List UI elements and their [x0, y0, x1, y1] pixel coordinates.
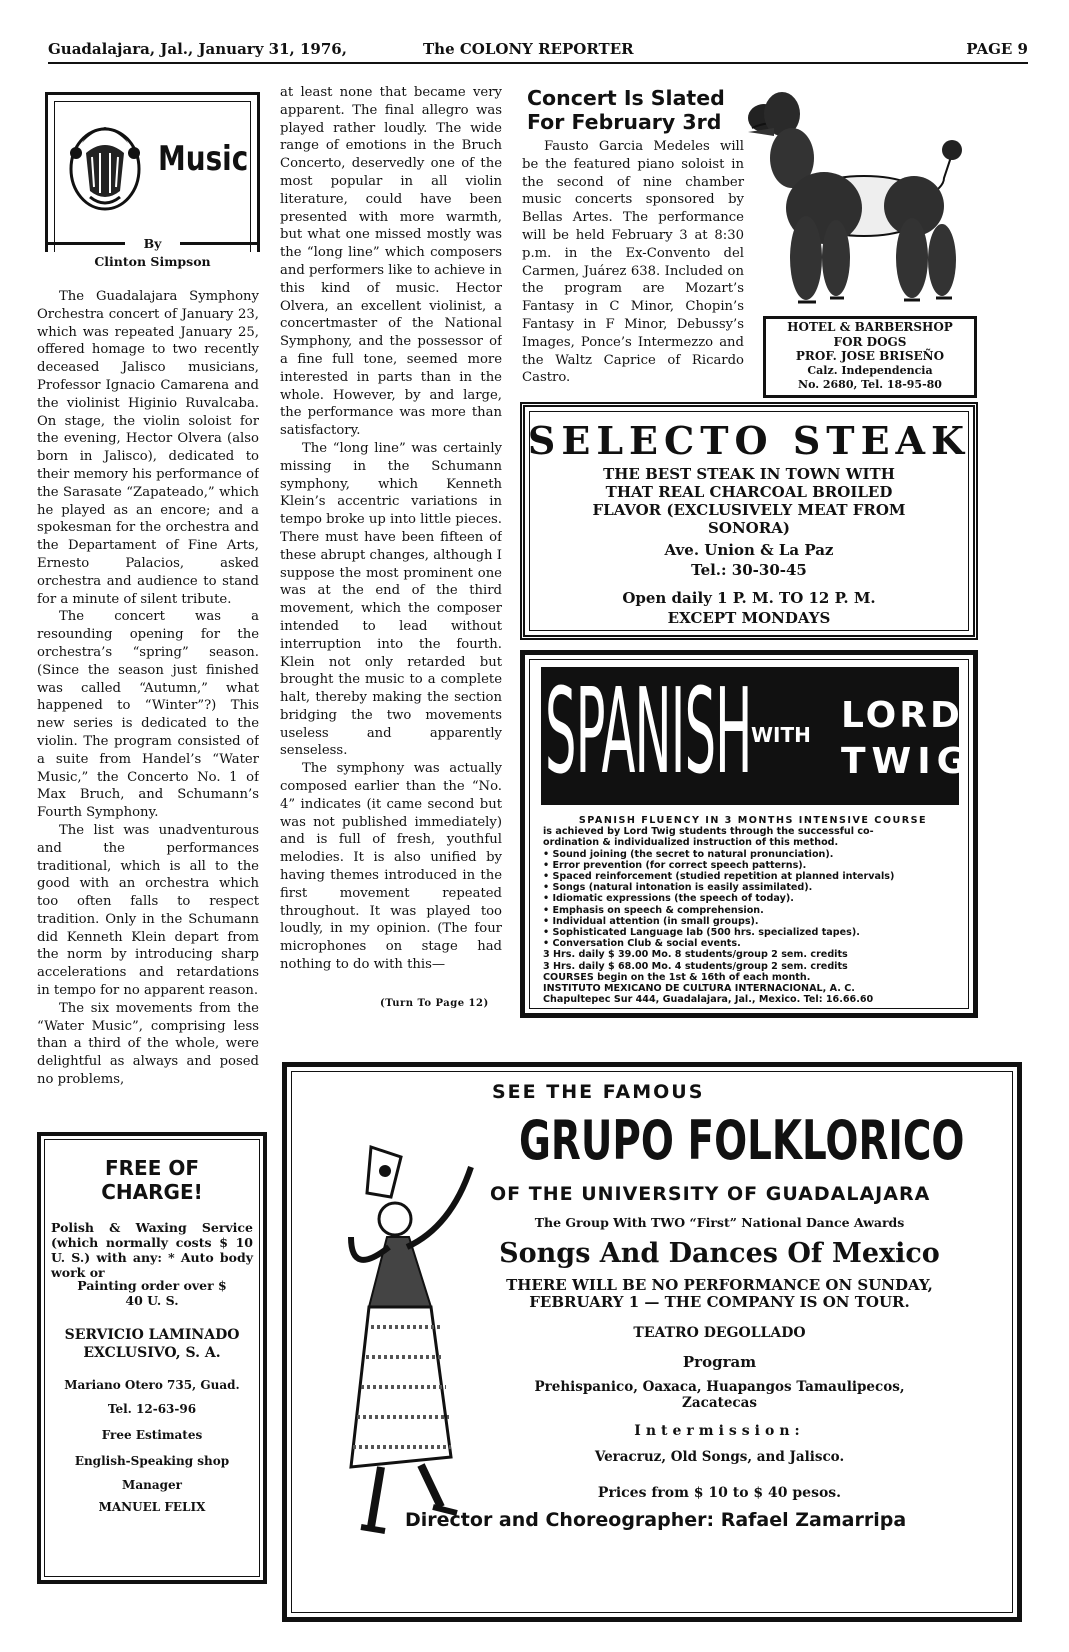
- free-shop: English-Speaking shop: [74, 1454, 230, 1468]
- folk-items-2: Veracruz, Old Songs, and Jalisco.: [594, 1449, 845, 1465]
- course-line: • Idiomatic expressions (the speech of today).: [543, 893, 794, 905]
- folk-university: OF THE UNIVERSITY OF GUADALAJARA: [490, 1183, 931, 1205]
- byline-by: By: [143, 236, 162, 251]
- spanish-course-details: [543, 815, 963, 1005]
- folk-awards: The Group With TWO “First” National Dance Awards: [534, 1215, 905, 1230]
- free-title-1: FREE OF: [104, 1156, 199, 1180]
- hotel-line-4: Calz. Independencia: [807, 363, 933, 377]
- folk-director: Director and Choreographer: Rafael Zamarripa: [405, 1509, 907, 1531]
- paragraph: The concert was a resounding opening for the orchestra’s “spring” season. (Since the season just finished was called “Autumn,” what happened to “Winter”?) This new series is dedicated to the violin. The program consisted of a suite from Handel’s “Water Music,” the Concerto No. 1 of Max Bruch, and Schumann’s Fourth Symphony.: [37, 609, 259, 821]
- course-line: • Sophisticated Language lab (500 hrs. specialized tapes).: [543, 927, 860, 939]
- masthead-date: Guadalajara, Jal., January 31, 1976,: [48, 40, 347, 58]
- hotel-barbershop-ad: [763, 316, 977, 398]
- music-column-2: [280, 84, 502, 974]
- byline-rule-right: [180, 242, 260, 245]
- course-line: • Songs (natural intonation is easily assimilated).: [543, 882, 813, 894]
- course-line: INSTITUTO MEXICANO DE CULTURA INTERNACIONAL, A. C.: [543, 983, 855, 995]
- concert-body: Fausto Garcia Medeles will be the featured piano soloist in the second of nine chamber music concerts sponsored by Bellas Artes. The performance will be held February 3 at 8:30 p.m. in the Ex-Convento del Carmen, Juárez 638. Included on the program are Mozart’s Fantasy in C Minor, Chopin’s Fantasy in F Minor, Debussy’s Images, Ponce’s Intermezzo and the Waltz Caprice of Ricardo Castro.: [522, 139, 744, 386]
- music-column-1: [37, 288, 259, 1100]
- paragraph: The list was unadventurous and the performances traditional, which is all to the good with an orchestra which too often falls to respect tradition. Only in the Schumann did Kenneth Klein depart from the norm by introducing sharp accelerations and retardations in tempo for no apparent reason.: [37, 822, 259, 999]
- hotel-line-2: FOR DOGS: [833, 334, 907, 349]
- folk-dancer-illustration: [311, 1127, 511, 1547]
- folk-venue: TEATRO DEGOLLADO: [633, 1325, 806, 1341]
- free-tel: Tel. 12-63-96: [107, 1402, 197, 1416]
- lyre-mask-icon: [62, 113, 148, 217]
- hotel-line-1: HOTEL & BARBERSHOP: [787, 320, 953, 334]
- selecto-steak-ad: [520, 402, 978, 640]
- free-estimates: Free Estimates: [101, 1428, 203, 1442]
- spanish-word: SPANISH: [545, 662, 752, 800]
- spanish-lord: LORD: [841, 695, 963, 736]
- course-line: • Error prevention (for correct speech patterns).: [543, 859, 807, 871]
- free-manager: MANUEL FELIX: [98, 1500, 206, 1514]
- steak-address: Ave. Union & La Paz: [664, 541, 834, 559]
- spanish-twig: TWIG: [841, 741, 973, 782]
- folk-songs: Songs And Dances Of Mexico: [499, 1238, 940, 1269]
- folk-prices: Prices from $ 10 to $ 40 pesos.: [597, 1485, 842, 1501]
- paragraph: The symphony was actually composed earlier than the “No. 4” indicates (it came second but was not published immediately) and is full of fresh, youthful melodies. It is also unified by having themes introduced in the first movement repeated throughout. It was played too loudly, in my opinion. (The four microphones on stage had nothing to do with this—: [280, 761, 502, 973]
- hotel-line-3: PROF. JOSE BRISEÑO: [795, 349, 945, 363]
- concert-headline: Concert Is Slated For February 3rd: [527, 86, 725, 134]
- folk-program: Program: [682, 1353, 757, 1371]
- paragraph: The “long line” was certainly missing in the Schumann symphony, which Kenneth Klein’s accentric variations in tempo broke up into little pieces. There must have been fifteen of these abrupt changes, although I suppose the most prominent one was at the end of the third movement, which the composer intended to lead without interruption into the fourth. Klein not only retarded but brought the music to a complete halt, thereby making the section bridging the two movements useless and apparently senseless.: [280, 440, 502, 759]
- course-line: • Spaced reinforcement (studied repetition at planned intervals): [543, 871, 895, 883]
- music-heading: Music: [158, 139, 249, 179]
- hotel-line-5: No. 2680, Tel. 18-95-80: [798, 378, 942, 391]
- free-title-2: CHARGE!: [101, 1180, 203, 1204]
- folk-see: SEE THE FAMOUS: [492, 1081, 705, 1103]
- free-address: Mariano Otero 735, Guad.: [64, 1378, 240, 1392]
- steak-tagline: THE BEST STEAK IN TOWN WITH THAT REAL CHARCOAL BROILED FLAVOR (EXCLUSIVELY MEAT FROM SONORA): [592, 465, 906, 537]
- folk-notice: THERE WILL BE NO PERFORMANCE ON SUNDAY, FEBRUARY 1 — THE COMPANY IS ON TOUR.: [506, 1276, 933, 1311]
- steak-tel: Tel.: 30-30-45: [691, 561, 807, 579]
- folk-title: GRUPO FOLKLORICO: [519, 1109, 965, 1172]
- steak-hours: Open daily 1 P. M. TO 12 P. M.: [622, 589, 876, 607]
- free-manager-label: Manager: [122, 1478, 182, 1492]
- course-title: SPANISH FLUENCY IN 3 MONTHS INTENSIVE COURSE: [578, 815, 928, 826]
- course-line: 3 Hrs. daily $ 39.00 Mo. 8 students/group 2 sem. credits: [543, 949, 848, 961]
- paragraph: The six movements from the “Water Music”, comprising less than a third of the whole, were delightful as always and posed no problems,: [37, 1000, 259, 1088]
- masthead-paper: The COLONY REPORTER: [423, 40, 634, 58]
- music-column-header: [45, 92, 260, 252]
- folk-items: Prehispanico, Oaxaca, Huapangos Tamaulipecos, Zacatecas: [534, 1379, 905, 1411]
- free-company: SERVICIO LAMINADO EXCLUSIVO, S. A.: [64, 1327, 240, 1361]
- steak-name: SELECTO STEAK: [527, 418, 971, 463]
- course-line: • Individual attention (in small groups).: [543, 915, 759, 927]
- course-line: • Emphasis on speech & comprehension.: [543, 904, 764, 916]
- free-of-charge-ad: [37, 1132, 267, 1584]
- course-line: ordination & individualized instruction of this method.: [543, 837, 839, 849]
- masthead: [48, 38, 1028, 64]
- course-line: is achieved by Lord Twig students through the successful co-: [543, 826, 874, 838]
- spanish-banner: [541, 662, 973, 805]
- course-line: • Sound joining (the secret to natural pronunciation).: [543, 848, 834, 860]
- steak-except: EXCEPT MONDAYS: [667, 609, 831, 627]
- byline-author: Clinton Simpson: [94, 254, 211, 269]
- folk-intermission: Intermission:: [634, 1423, 805, 1439]
- byline-rule-left: [45, 242, 125, 245]
- course-line: • Conversation Club & social events.: [543, 938, 741, 950]
- course-line: COURSES begin on the 1st & 16th of each month.: [543, 971, 811, 983]
- poodle-illustration: [744, 88, 970, 310]
- free-painting: Painting order over $ 40 U. S.: [77, 1278, 227, 1308]
- paragraph: The Guadalajara Symphony Orchestra concert of January 23, which was repeated January 25, offered homage to two recently deceased Jalisco musicians, Professor Ignacio Camarena and the violinist Higinio Ruvalcaba. On stage, the violin soloist for the evening, Hector Olvera (also born in Jalisco), dedicated to their memory his performance of the Sarasate “Zapateado,” which he played as an encore; and a spokesman for the orchestra and the Departament of Fine Arts, Ernesto Palacios, asked orchestra and audience to stand for a minute of silent tribute.: [37, 289, 259, 607]
- masthead-page: PAGE 9: [966, 40, 1028, 58]
- paragraph: at least none that became very apparent. The final allegro was played rather loudly. The wide range of emotions in the Bruch Concerto, deservedly one of the most popular in all violin literature, could have been presented with more warmth, but what one missed mostly was the “long line” which composers and performers like to achieve in this kind of music. Hector Olvera, an excellent violinist, a concertmaster of the National Symphony, and the possessor of a fine full tone, seemed more interested in parts than in the whole. However, by and large, the performance was more than satisfactory.: [280, 85, 502, 439]
- spanish-with: WITH: [751, 723, 811, 747]
- course-line: Chapultepec Sur 444, Guadalajara, Jal., Mexico. Tel: 16.66.60: [543, 994, 874, 1006]
- course-line: 3 Hrs. daily $ 68.00 Mo. 4 students/group 2 sem. credits: [543, 960, 848, 972]
- free-body: Polish & Waxing Service (which normally costs $ 10 U. S.) with any: * Auto body work or: [51, 1220, 253, 1280]
- grupo-folklorico-ad: [282, 1062, 1022, 1622]
- spanish-lord-twig-ad: [520, 650, 978, 1018]
- jump-line: (Turn To Page 12): [380, 998, 489, 1009]
